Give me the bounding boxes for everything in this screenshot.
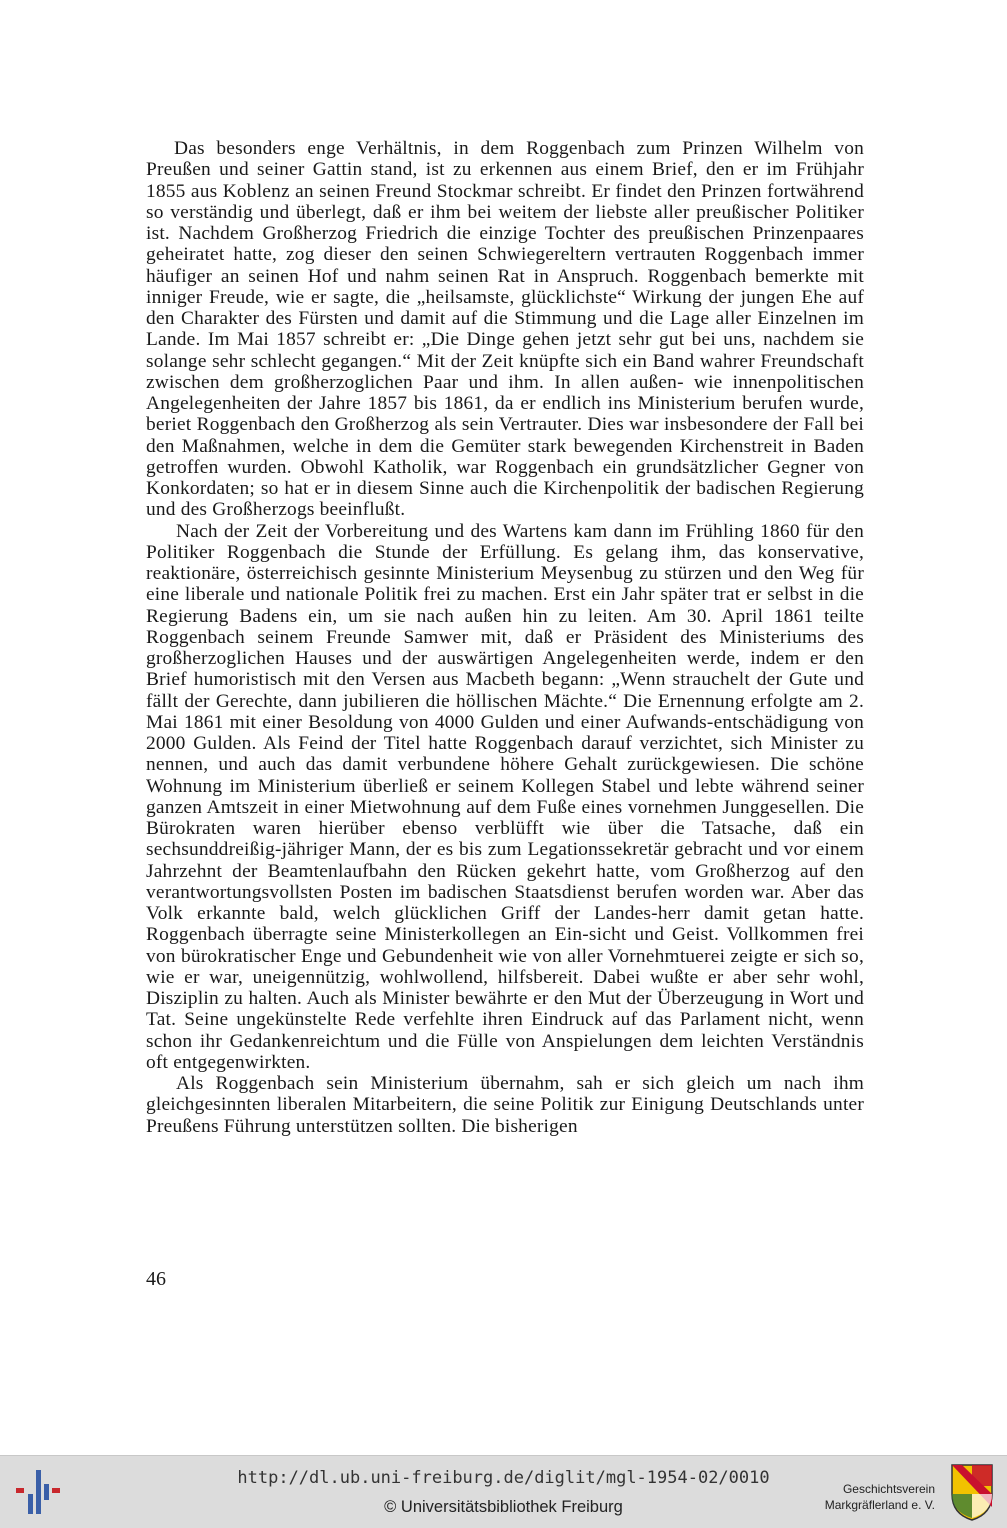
page-number: 46 xyxy=(146,1268,166,1290)
copyright-text: © Universitätsbibliothek Freiburg xyxy=(384,1498,623,1516)
society-line-2: Markgräflerland e. V. xyxy=(824,1498,935,1512)
permalink-url[interactable]: http://dl.ub.uni-freiburg.de/diglit/mgl-1954-02/0010 xyxy=(237,1468,770,1488)
society-line-1: Geschichtsverein xyxy=(842,1482,935,1496)
coat-of-arms-icon xyxy=(949,1462,995,1522)
paragraph-3: Als Roggenbach sein Ministerium übernahm, sah er sich gleich um nach ihm gleichgesinnten liberalen Mitarbeitern, die seine Politik zur Einigung Deutschlands unter Preußens Führung unterstützen sollten. Die bisherigen xyxy=(146,1073,864,1137)
paragraph-1: Das besonders enge Verhältnis, in dem Roggenbach zum Prinzen Wilhelm von Preußen und seiner Gattin stand, ist zu erkennen aus einem Brief, den er im Frühjahr 1855 aus Koblenz an seinen Freund Stockmar schreibt. Er findet den Prinzen fortwährend so verständig und überlegt, daß er ihm bei weitem der liebste aller preußischer Politiker ist. Nachdem Großherzog Friedrich die einzige Tochter des preußischen Prinzenpaares geheiratet hatte, zog dieser den seinen Schwiegereltern vertrauten Roggenbach immer häufiger an seinen Hof und nahm seinen Rat in Anspruch. Roggenbach bemerkte mit inniger Freude, wie er sagte, die „heilsamste, glücklichste“ Wirkung der jungen Ehe auf den Charakter des Fürsten und damit auf die Stimmung und die Lage aller Einzelnen im Lande. Im Mai 1857 schreibt er: „Die Dinge gehen jetzt sehr gut bei uns, nachdem sie solange sehr schlecht gegangen.“ Mit der Zeit knüpfte sich ein Band wahrer Freundschaft zwischen dem großherzoglichen Paar und ihm. In allen außen- wie innenpolitischen Angelegenheiten der Jahre 1857 bis 1861, da er endlich ins Ministerium berufen wurde, beriet Roggenbach den Großherzog als sein Vertrauter. Dies war insbesondere der Fall bei den Maßnahmen, welche in dem die Gemüter stark bewegenden Kirchenstreit in Baden getroffen wurden. Obwohl Katholik, war Roggenbach ein grundsätzlicher Gegner von Konkordaten; so hat er in diesem Sinne auch die Kirchenpolitik der badischen Regierung und des Großherzogs beeinflußt. xyxy=(146,138,864,521)
viewer-footer xyxy=(0,1455,1007,1528)
paragraph-2: Nach der Zeit der Vorbereitung und des Wartens kam dann im Frühling 1860 für den Politiker Roggenbach die Stunde der Erfüllung. Es gelang ihm, das konservative, reaktionäre, österreichisch gesinnte Ministerium Meysenbug zu stürzen und den Weg für eine liberale und nationale Politik frei zu machen. Erst ein Jahr später trat er selbst in die Regierung Badens ein, um sie nach außen hin zu leiten. Am 30. April 1861 teilte Roggenbach seinem Freunde Samwer mit, daß er Präsident des Ministeriums des großherzoglichen Hauses und der auswärtigen Angelegenheiten werde, indem er den Brief humoristisch mit den Versen aus Macbeth begann: „Wenn strauchelt der Gute und fällt der Gerechte, dann jubilieren die höllischen Mächte.“ Die Ernennung erfolgte am 2. Mai 1861 mit einer Besoldung von 4000 Gulden und einer Aufwands-entschädigung von 2000 Gulden. Als Feind der Titel hatte Roggenbach darauf verzichtet, sich Minister zu nennen, und auch das damit verbundene höhere Gehalt zurückgewiesen. Die schöne Wohnung im Ministerium überließ er seinem Kollegen Stabel und lebte während seiner ganzen Amtszeit in einer Mietwohnung auf dem Fuße eines vornehmen Junggesellen. Die Bürokraten waren hierüber ebenso verblüfft wie über die Tatsache, daß ein sechsunddreißig-jähriger Mann, der es bis zum Legationssekretär gebracht und vor einem Jahrzehnt der Beamtenlaufbahn den Rücken gekehrt hatte, vom Großherzog auf den verantwortungsvollsten Posten im badischen Staatsdienst berufen worden war. Aber das Volk erkannte bald, welch glücklichen Griff der Landes-herr damit getan hatte. Roggenbach überragte seine Ministerkollegen an Ein-sicht und Geist. Vollkommen frei von bürokratischer Enge und Gebundenheit wie von aller Vornehmtuerei zeigte er sich so, wie er war, uneigennützig, wohlwollend, hilfsbereit. Dabei wußte er aber sehr wohl, Disziplin zu halten. Auch als Minister bewährte er den Mut der Überzeugung in Wort und Tat. Seine ungekünstelte Rede verfehlte ihren Eindruck auf das Parlament nicht, wenn schon ihr Gedankenreichtum und die Fülle von Anspielungen dem leichten Verständnis oft entgegenwirkten. xyxy=(146,520,864,1073)
society-name xyxy=(775,1481,935,1513)
body-text xyxy=(146,138,864,1137)
